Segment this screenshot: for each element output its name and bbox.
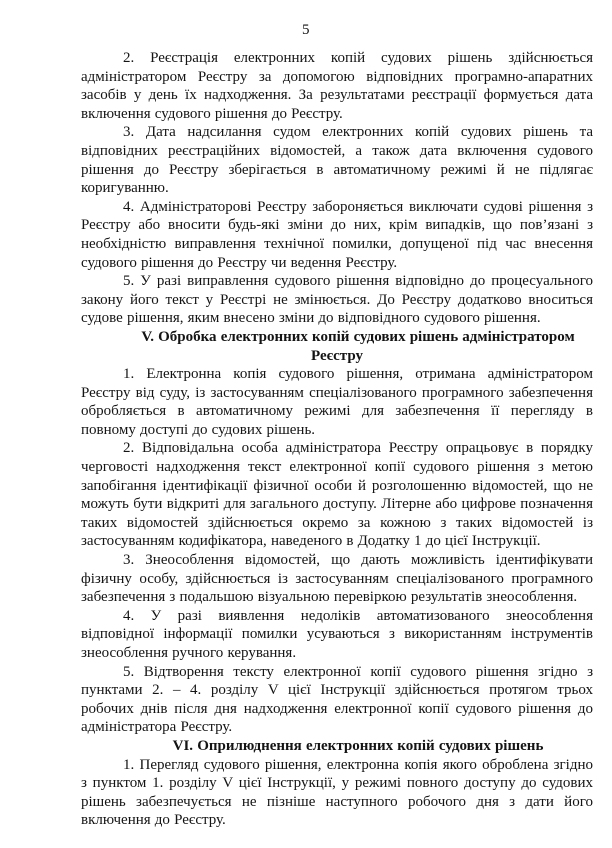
section-v-heading: V. Обробка електронних копій судових рішень адміністратором Реєстру [141,328,575,364]
paragraph-iv-3: 3. Дата надсилання судом електронних копій судових рішень та відповідних реєстраційних відомостей, а також дата включення судового рішення до Реєстру зберігається в автоматичному режимі й не підлягає коригуванню. [81,124,593,197]
page-number: 5 [302,22,310,38]
paragraph-vi-1: 1. Перегляд судового рішення, електронна копія якого оброблена згідно з пунктом 1. розділу V цієї Інструкції, у режимі повного доступу до судових рішень забезпечується не пізніше наступного робочого дня з дати його включення до Реєстру. [81,756,593,829]
paragraph-iv-5: 5. У разі виправлення судового рішення відповідно до процесуального закону його текст у Реєстрі не змінюється. До Реєстру додатково вноситься судове рішення, яким внесено зміни до відповідного судового рішення. [81,273,593,327]
paragraph-iv-4: 4. Адміністраторові Реєстру забороняється виключати судові рішення з Реєстру або вносити будь-які зміни до них, крім випадків, що пов’язані з необхідністю виправлення технічної помилки, допущеної під час внесення судового рішення до Реєстру чи ведення Реєстру. [81,198,593,271]
document-body [81,49,593,830]
section-vi-heading: VI. Оприлюднення електронних копій судових рішень [172,737,544,754]
paragraph-iv-2: 2. Реєстрація електронних копій судових рішень здійснюється адміністратором Реєстру за допомогою відповідних програмно-апаратних засобів у день їх надходження. За результатами реєстрації формується дата включення судового рішення до Реєстру. [81,50,593,122]
paragraph-v-3: 3. Знеособлення відомостей, що дають можливість ідентифікувати фізичну особу, здійснюється із застосуванням спеціалізованого програмного забезпечення з подальшою візуальною перевіркою результатів знеособлення. [81,552,593,606]
paragraph-v-5: 5. Відтворення тексту електронної копії судового рішення згідно з пунктами 2. – 4. розділу V цієї Інструкції здійснюється протягом трьох робочих днів після дня надходження електронної копії судового рішення до адміністратора Реєстру. [81,663,593,736]
paragraph-v-1: 1. Електронна копія судового рішення, отримана адміністратором Реєстру від суду, із застосуванням спеціалізованого програмного забезпечення обробляється в автоматичному режимі для забезпечення її перегляду в повному доступі до судових рішень. [81,366,593,438]
paragraph-v-4: 4. У разі виявлення недоліків автоматизованого знеособлення відповідної інформації помилки усуваються з використанням інструментів знеособлення ручного керування. [81,607,593,661]
paragraph-v-2: 2. Відповідальна особа адміністратора Реєстру опрацьовує в порядку черговості надходження текст електронної копії судового рішення з метою запобігання ідентифікації фізичної особи й розголошенню відомостей, що не можуть бути відкриті для загального доступу. Літерне або цифрове позначення таких відомостей здійснюється окремо за кожною з таких відомостей із застосуванням кодифікатора, наведеного в Додатку 1 до цієї Інструкції. [81,440,593,550]
